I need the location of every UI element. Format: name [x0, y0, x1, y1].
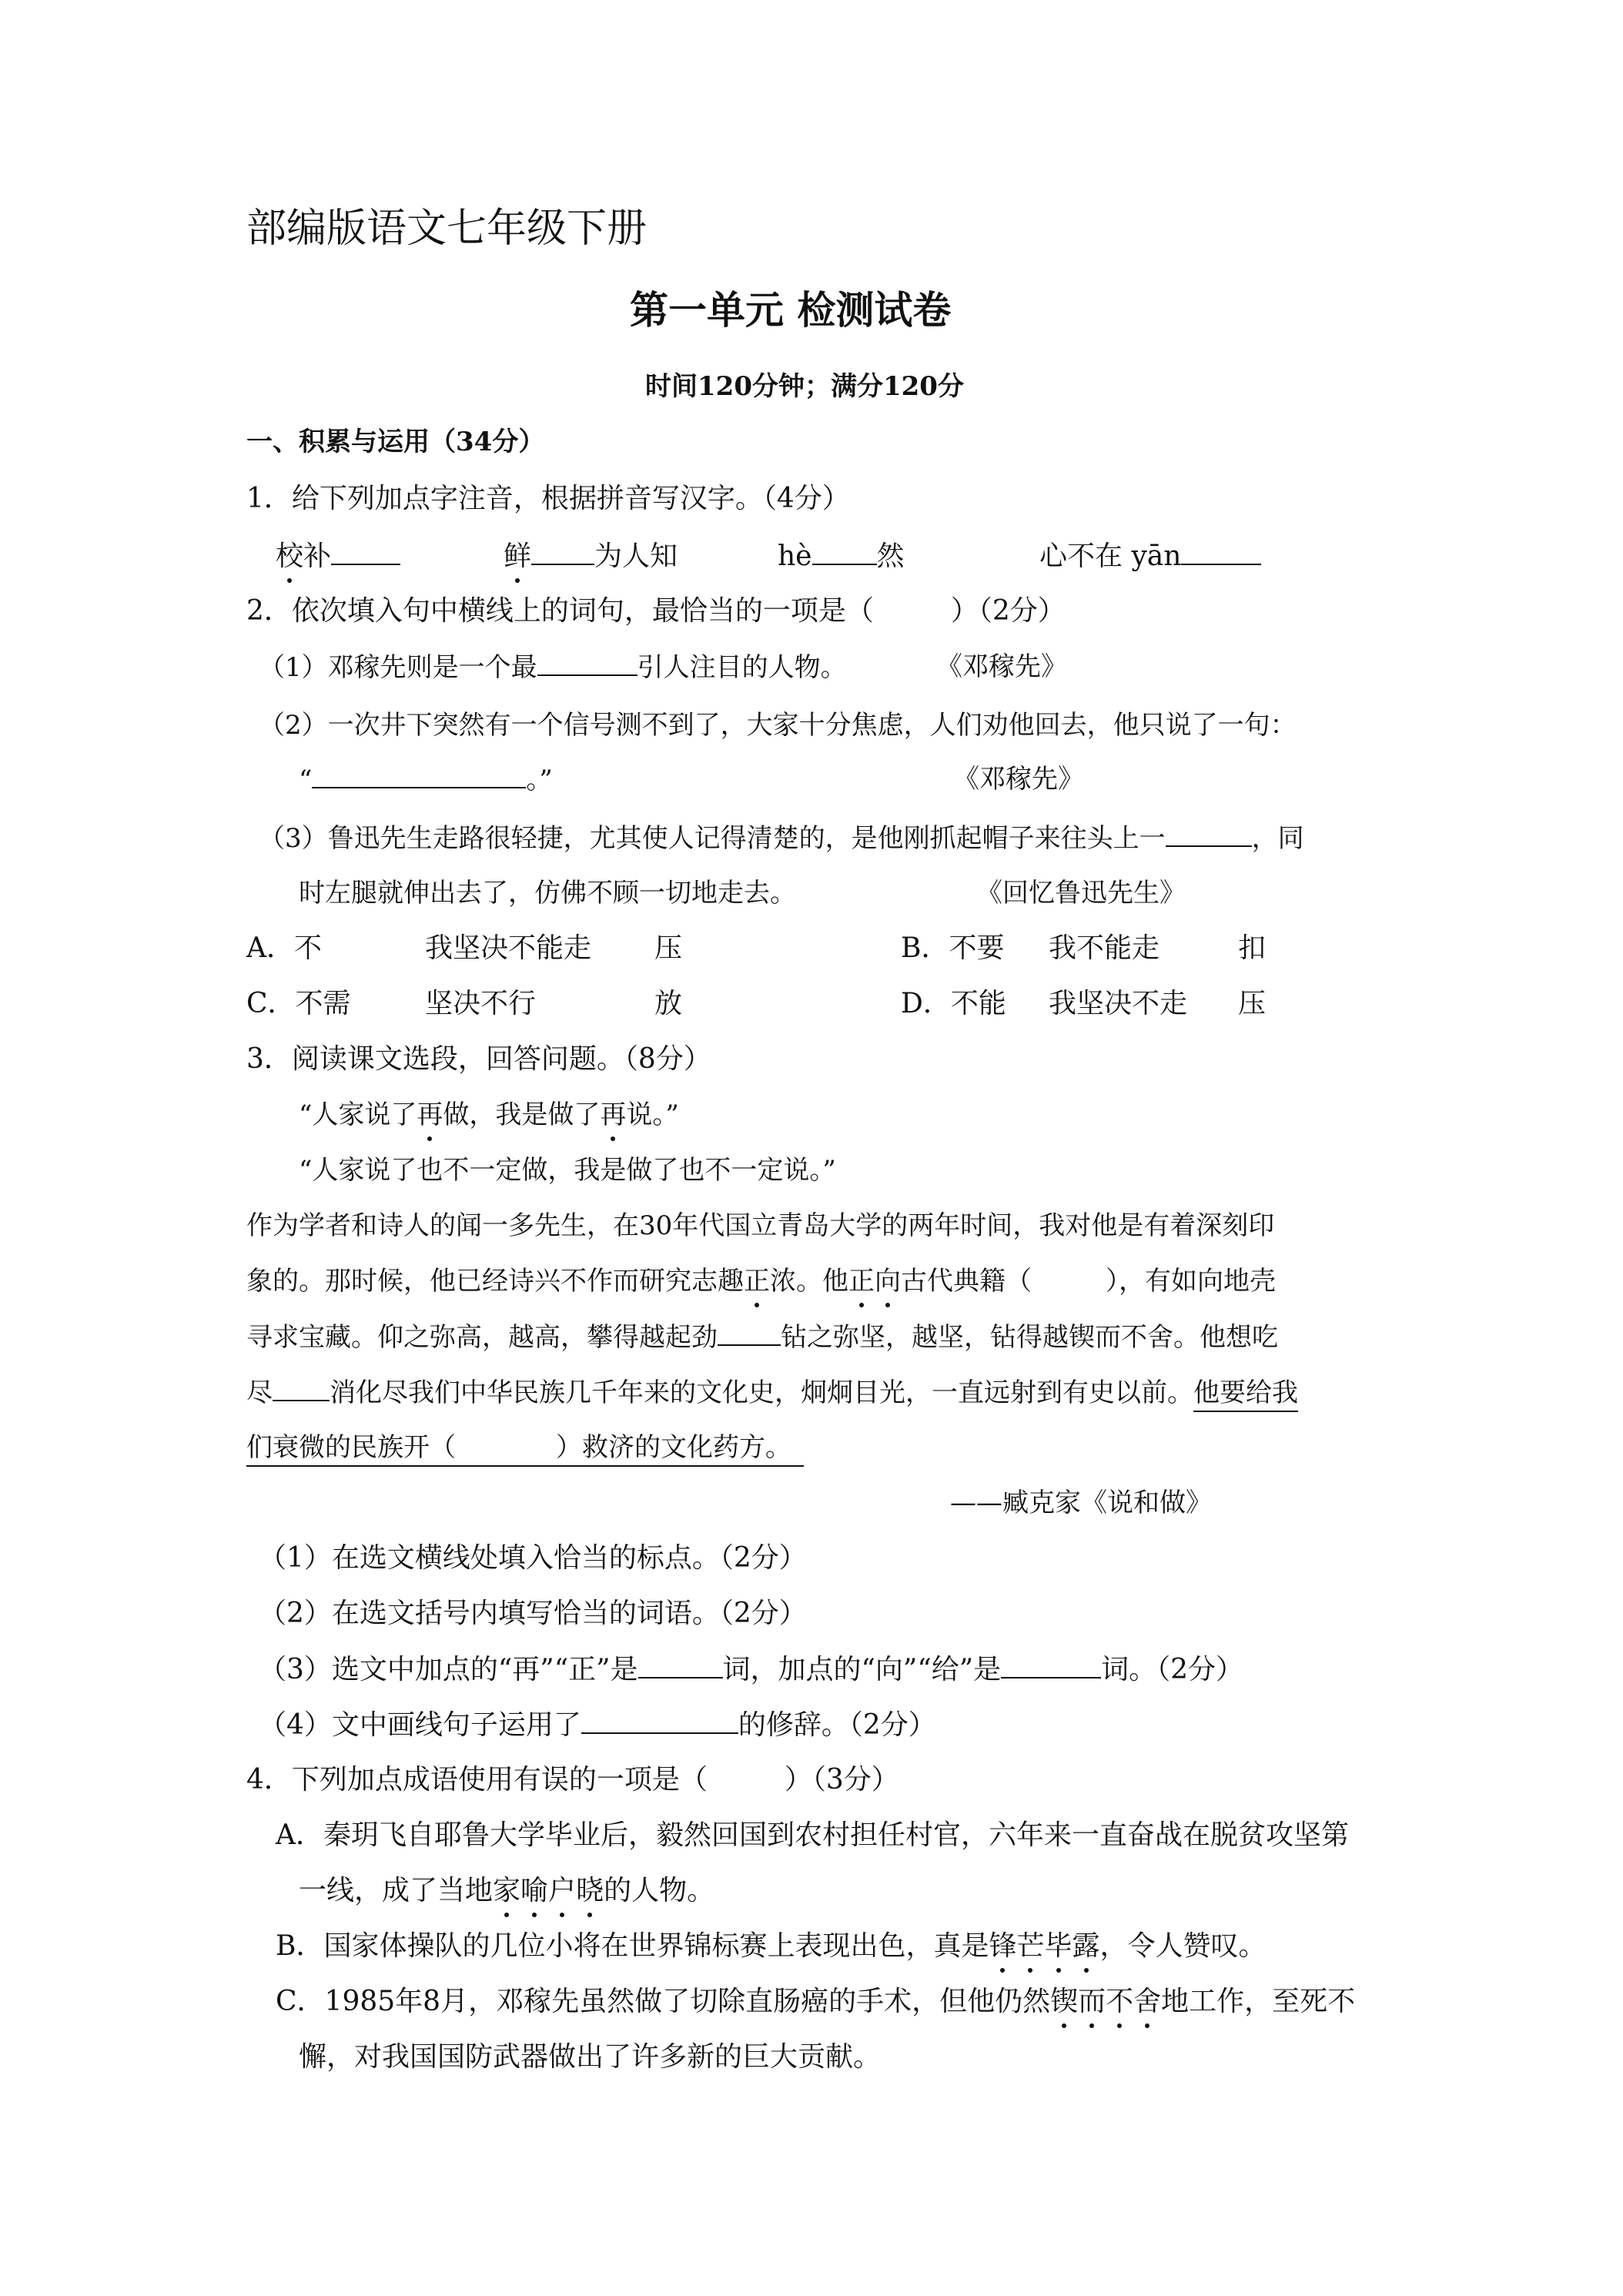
q3-sub1: （1）在选文横线处填入恰当的标点。（2分） — [259, 1542, 807, 1574]
answer-blank[interactable] — [331, 537, 400, 565]
answer-blank[interactable] — [537, 648, 637, 676]
passage-text: 消化尽我们中华民族几千年来的文化史，炯炯目光，一直远射到有史以前。 — [330, 1377, 1193, 1408]
q2-s2-open: “ — [299, 765, 313, 795]
exam-title: 第一单元 检测试卷 — [630, 288, 952, 333]
q3-sub2: （2）在选文括号内填写恰当的词语。（2分） — [259, 1598, 807, 1629]
dotted-char: 芒 — [1016, 1928, 1044, 1965]
passage-text: 象的。那时候，他已经诗兴不作而研究志趣 — [246, 1266, 744, 1297]
sub-text: 词。（2分） — [1101, 1654, 1244, 1685]
exam-info: 时间120分钟；满分120分 — [645, 371, 964, 402]
q4-option-c-line2: 懈，对我国国防武器做出了许多新的巨大贡献。 — [299, 2041, 882, 2073]
answer-blank[interactable] — [718, 1318, 781, 1346]
q2-stem-b: ）（2分） — [950, 595, 1066, 627]
q4-stem-b: ）（3分） — [784, 1764, 899, 1796]
dotted-idiom — [1050, 1986, 1161, 2017]
q4-option-a-line2 — [299, 1873, 714, 1909]
quote-text: “人家说了 — [299, 1099, 417, 1130]
q2-stem-a: 2．依次填入句中横线上的词句，最恰当的一项是（ — [246, 595, 874, 627]
dotted-char: 再 — [600, 1096, 626, 1133]
q4-option-b[interactable] — [276, 1928, 1267, 1965]
q3-quote1 — [299, 1096, 679, 1133]
q1-item3-rest: 然 — [876, 541, 905, 572]
dotted-char: 不 — [1106, 1983, 1133, 2020]
option-b-label[interactable]: B．不要 — [901, 932, 1005, 964]
q1-item2 — [504, 537, 678, 575]
option-c-word2: 坚决不行 — [425, 988, 537, 1019]
underlined-sentence: 他要给我 — [1193, 1377, 1298, 1412]
q2-s2-line1: （2）一次井下突然有一个信号测不到了，大家十分焦虑，人们劝他回去，他只说了一句： — [259, 710, 1297, 741]
q2-s3-line1 — [259, 819, 1304, 857]
quote-text: 说。” — [626, 1099, 679, 1130]
passage-source: ——臧克家《说和做》 — [950, 1488, 1212, 1518]
q1-stem: 1．给下列加点字注音，根据拼音写汉字。（4分） — [246, 483, 850, 514]
dotted-char: 正 — [744, 1263, 770, 1300]
q2-s1-source: 《邓稼先》 — [936, 651, 1067, 682]
sub-text: （3）选文中加点的“再”“正”是 — [259, 1654, 638, 1685]
option-d-word3: 压 — [1238, 988, 1267, 1019]
sub-text: （4）文中画线句子运用了 — [259, 1709, 581, 1741]
dotted-char: 露 — [1073, 1928, 1100, 1965]
dotted-char: 向 — [875, 1263, 901, 1300]
option-a-word3: 压 — [654, 932, 683, 964]
q3-sub4 — [259, 1706, 936, 1744]
underlined-sentence — [246, 1432, 804, 1467]
q1-items — [276, 537, 400, 575]
passage-text: ），有如向地壳 — [1106, 1266, 1276, 1297]
sub-text: 的修辞。（2分） — [738, 1709, 936, 1741]
answer-blank[interactable] — [812, 537, 877, 565]
q1-item3-pinyin: hè — [778, 541, 812, 572]
option-d-label[interactable]: D．不能 — [901, 988, 1006, 1019]
q4-option-a-line1[interactable]: A．秦玥飞自耶鲁大学毕业后，毅然回国到农村担任村官，六年来一直奋战在脱贫攻坚第 — [276, 1819, 1349, 1851]
passage-line — [246, 1318, 1278, 1356]
passage-text: 古代典籍（ — [901, 1266, 1032, 1297]
answer-blank[interactable] — [531, 537, 594, 565]
dotted-char: 晓 — [576, 1873, 604, 1909]
q2-s2-close: 。” — [526, 765, 553, 795]
dotted-char: 而 — [1078, 1983, 1106, 2020]
q1-item3 — [778, 537, 905, 575]
q3-stem: 3．阅读课文选段，回答问题。（8分） — [246, 1043, 711, 1075]
q2-s3-source: 《回忆鲁迅先生》 — [976, 878, 1186, 909]
passage-line — [246, 1429, 804, 1466]
book-title: 部编版语文七年级下册 — [246, 206, 648, 252]
passage-line — [246, 1263, 1276, 1300]
passage-line: 作为学者和诗人的闻一多先生，在30年代国立青岛大学的两年时间，我对他是有着深刻印 — [246, 1210, 1275, 1241]
q2-s3-line2: 时左腿就伸出去了，仿佛不顾一切地走去。 — [299, 878, 796, 909]
passage-text: 寻求宝藏。仰之弥高，越高，攀得越起劲 — [246, 1322, 718, 1353]
answer-blank[interactable] — [1001, 1651, 1101, 1678]
q2-s1 — [259, 648, 847, 686]
q4-option-c-line1[interactable] — [276, 1983, 1355, 2020]
q1-item4-text: 心不在 yān — [1039, 541, 1182, 572]
answer-blank[interactable] — [638, 1651, 723, 1678]
dotted-char: 再 — [417, 1096, 443, 1133]
passage-text: 尽 — [246, 1377, 273, 1408]
passage-text: 浓。他 — [770, 1266, 848, 1297]
dotted-char: 舍 — [1133, 1983, 1161, 2020]
dotted-char: 正 — [848, 1263, 875, 1300]
dotted-char: 户 — [548, 1873, 576, 1909]
q1-item1-rest: 补 — [303, 541, 332, 572]
q2-s1-a: （1）邓稼先则是一个最 — [259, 652, 537, 683]
answer-blank[interactable] — [1181, 537, 1261, 565]
option-text: 地工作，至死不 — [1161, 1986, 1356, 2017]
dotted-char: 锋 — [989, 1928, 1016, 1965]
dotted-char: 毕 — [1045, 1928, 1073, 1965]
q2-s3-text: （3）鲁迅先生走路很轻捷，尤其使人记得清楚的，是他刚抓起帽子来往头上一 — [259, 823, 1166, 854]
answer-blank[interactable] — [581, 1706, 738, 1734]
answer-blank[interactable] — [273, 1374, 330, 1401]
option-b-word2: 我不能走 — [1049, 932, 1160, 964]
option-text: C．1985年8月，邓稼先虽然做了切除直肠癌的手术，但他仍然 — [276, 1986, 1051, 2017]
option-c-word3: 放 — [654, 988, 683, 1019]
quote-text: 做，我是做了 — [443, 1099, 601, 1130]
q2-s1-b: 引人注目的人物。 — [637, 652, 847, 683]
option-a-label[interactable]: A．不 — [246, 932, 322, 964]
underlined-text: ）救济的文化药方。 — [556, 1432, 791, 1463]
q2-s2-line2 — [299, 761, 553, 798]
passage-line — [246, 1374, 1298, 1411]
option-a-word2: 我坚决不能走 — [425, 932, 592, 964]
option-text: B．国家体操队的几位小将在世界锦标赛上表现出色，真是 — [276, 1930, 989, 1962]
dotted-char: 锲 — [1050, 1983, 1078, 2020]
option-text: 一线，成了当地 — [299, 1875, 494, 1906]
answer-blank[interactable] — [1166, 819, 1252, 847]
q4-stem — [246, 1762, 899, 1799]
q1-item4 — [1039, 537, 1261, 575]
q2-s3-end: ，同 — [1251, 823, 1304, 854]
dotted-char: 鲜 — [504, 538, 531, 575]
dotted-idiom — [493, 1875, 604, 1906]
option-text: ，令人赞叹。 — [1099, 1930, 1267, 1962]
underlined-text: 们衰微的民族开（ — [246, 1432, 456, 1463]
passage-text: 钻之弥坚，越坚，钻得越锲而不舍。他想吃 — [781, 1322, 1278, 1353]
dotted-char: 家 — [493, 1873, 520, 1909]
option-b-word3: 扣 — [1238, 932, 1267, 964]
option-text: 的人物。 — [604, 1875, 715, 1906]
sub-text: 词，加点的“向”“给”是 — [722, 1654, 1002, 1685]
q4-stem-a: 4．下列加点成语使用有误的一项是（ — [246, 1764, 708, 1796]
dotted-idiom — [989, 1930, 1099, 1962]
q3-sub3 — [259, 1651, 1243, 1689]
q2-stem — [246, 593, 1066, 630]
option-d-word2: 我坚决不走 — [1049, 988, 1188, 1019]
q1-item2-rest: 为人知 — [594, 541, 678, 572]
dotted-char: 喻 — [520, 1873, 548, 1909]
answer-blank[interactable] — [312, 761, 526, 788]
q2-s2-source: 《邓稼先》 — [953, 764, 1084, 795]
q3-quote2: “人家说了也不一定做，我是做了也不一定说。” — [299, 1155, 836, 1186]
section-heading: 一、积累与运用（34分） — [246, 427, 545, 457]
dotted-char: 校 — [276, 538, 303, 575]
option-c-label[interactable]: C．不需 — [246, 988, 351, 1019]
